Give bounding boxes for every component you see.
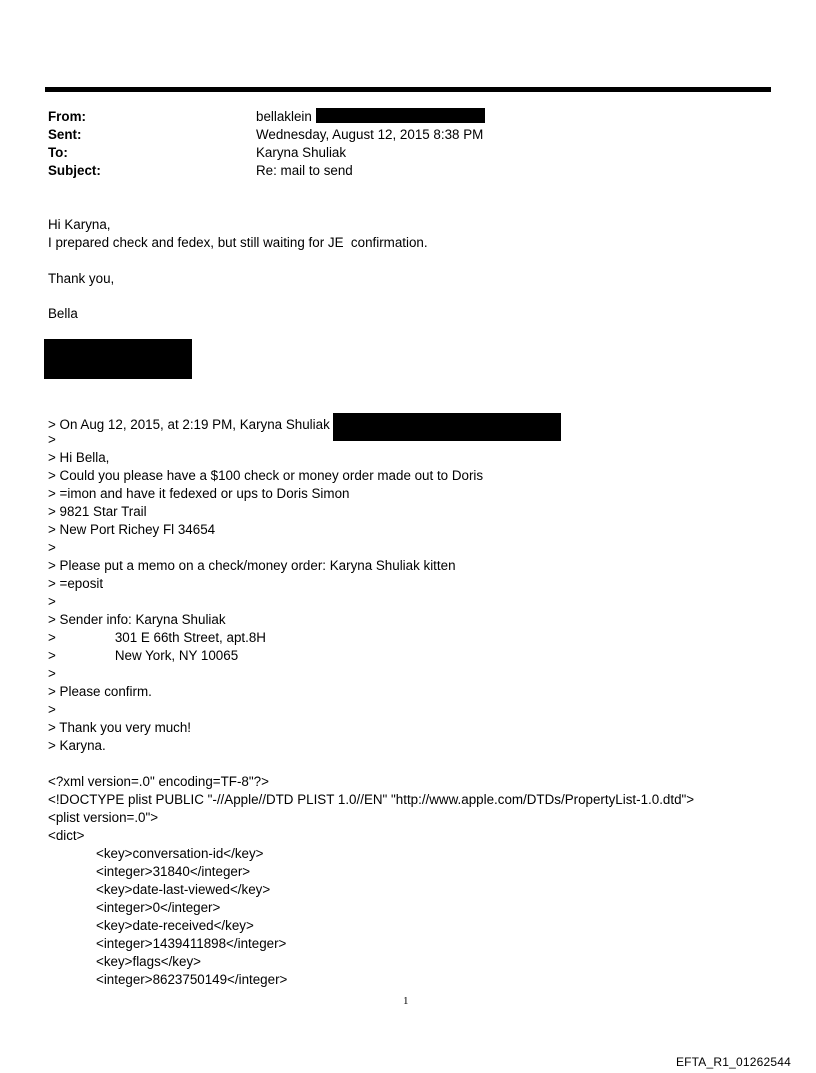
quote-line: > New Port Richey Fl 34654 [48,522,216,537]
sent-label: Sent: [48,127,82,142]
quote-intro [48,413,561,441]
quote-line: > [48,702,56,717]
quote-line: > Hi Bella, [48,450,110,465]
quote-line: > =eposit [48,576,104,591]
quote-line: > Please confirm. [48,684,152,699]
quote-line: > [48,432,56,447]
plist-dict-line: <integer>1439411898</integer> [96,936,287,951]
subject-value: Re: mail to send [256,163,353,178]
quote-line: > [48,540,56,555]
greeting: Hi Karyna, [48,217,111,232]
to-row [48,144,485,162]
redaction-box [44,339,192,379]
quote-line: > =imon and have it fedexed or ups to Doris Simon [48,486,350,501]
plist-dict-line: <key>flags</key> [96,954,201,969]
plist-line: <?xml version=.0" encoding=TF-8"?> [48,774,269,789]
body-line: I prepared check and fedex, but still waiting for JE confirmation. [48,235,428,250]
header-rule [45,87,771,92]
page-number: 1 [403,995,409,1007]
quote-line: > Sender info: Karyna Shuliak [48,612,226,627]
from-label: From: [48,109,86,124]
quote-intro-text: > On Aug 12, 2015, at 2:19 PM, Karyna Shuliak [48,417,330,432]
bates-number: EFTA_R1_01262544 [675,1055,791,1069]
redaction-box [333,413,561,441]
plist-dict-line: <key>conversation-id</key> [96,846,264,861]
plist-line: <!DOCTYPE plist PUBLIC "-//Apple//DTD PLIST 1.0//EN" "http://www.apple.com/DTDs/PropertyList-1.0.dtd"> [48,792,695,807]
plist-line: <plist version=.0"> [48,810,159,825]
from-value: bellaklein [256,109,312,124]
quote-line: > [48,666,56,681]
quote-line: > Could you please have a $100 check or money order made out to Doris [48,468,484,483]
email-header [48,108,485,180]
plist-line: <dict> [48,828,85,843]
quote-line: > New York, NY 10065 [48,648,239,663]
plist-dict-line: <integer>0</integer> [96,900,221,915]
plist-dict-line: <key>date-last-viewed</key> [96,882,271,897]
sender-address-line2: New York, NY 10065 [114,648,239,663]
quote-line: > [48,594,56,609]
sent-value: Wednesday, August 12, 2015 8:38 PM [256,127,484,142]
plist-dict-line: <integer>8623750149</integer> [96,972,288,987]
sent-row [48,126,485,144]
closing: Thank you, [48,271,115,286]
quote-line: > 9821 Star Trail [48,504,147,519]
signature: Bella [48,306,78,321]
from-row [48,108,485,126]
plist-dict-line: <integer>31840</integer> [96,864,251,879]
quote-line: > Thank you very much! [48,720,192,735]
redaction-box [316,108,485,123]
quote-line: > Karyna. [48,738,106,753]
subject-label: Subject: [48,163,101,178]
quote-line: > 301 E 66th Street, apt.8H [48,630,266,645]
to-label: To: [48,145,68,160]
quote-line: > Please put a memo on a check/money order: Karyna Shuliak kitten [48,558,456,573]
to-value: Karyna Shuliak [256,145,347,160]
plist-dict-line: <key>date-received</key> [96,918,254,933]
sender-address-line1: 301 E 66th Street, apt.8H [114,630,266,645]
subject-row [48,162,485,180]
